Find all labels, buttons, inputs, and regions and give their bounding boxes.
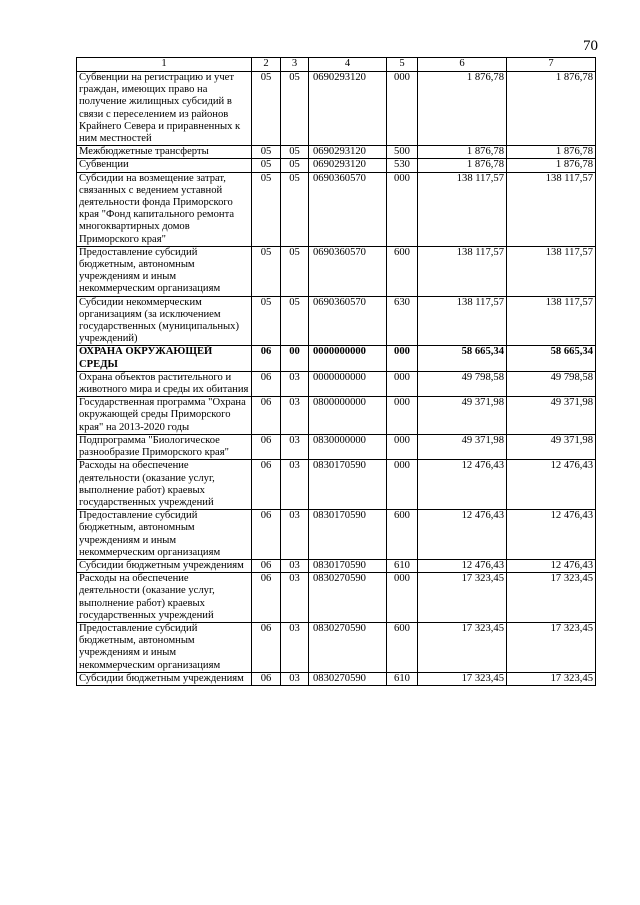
expense-type-code: 000 xyxy=(387,346,418,371)
subsection-code: 03 xyxy=(281,510,309,560)
table-row xyxy=(77,397,596,435)
expense-name: ОХРАНА ОКРУЖАЮЩЕЙ СРЕДЫ xyxy=(77,346,252,371)
column-header: 4 xyxy=(309,58,387,72)
table-row xyxy=(77,460,596,510)
subsection-code: 03 xyxy=(281,371,309,396)
table-row xyxy=(77,672,596,685)
amount-col6: 58 665,34 xyxy=(418,346,507,371)
amount-col7: 1 876,78 xyxy=(507,159,596,172)
target-article-code: 0690293120 xyxy=(309,159,387,172)
section-code: 06 xyxy=(252,371,281,396)
page-number: 70 xyxy=(583,38,598,54)
amount-col6: 138 117,57 xyxy=(418,246,507,296)
table-row xyxy=(77,246,596,296)
column-header: 7 xyxy=(507,58,596,72)
amount-col7: 12 476,43 xyxy=(507,559,596,572)
expense-type-code: 600 xyxy=(387,510,418,560)
table-row xyxy=(77,559,596,572)
column-header: 1 xyxy=(77,58,252,72)
table-header xyxy=(77,58,596,72)
target-article-code: 0690360570 xyxy=(309,296,387,346)
amount-col7: 58 665,34 xyxy=(507,346,596,371)
expense-name: Охрана объектов растительного и животного мира и среды их обитания xyxy=(77,371,252,396)
amount-col6: 138 117,57 xyxy=(418,172,507,246)
expense-type-code: 500 xyxy=(387,146,418,159)
subsection-code: 05 xyxy=(281,146,309,159)
amount-col7: 49 798,58 xyxy=(507,371,596,396)
amount-col6: 1 876,78 xyxy=(418,159,507,172)
column-header: 5 xyxy=(387,58,418,72)
expense-name: Субвенции на регистрацию и учет граждан, имеющих право на получение жилищных субсидий в связи с переселением из районов Крайнего Севера и приравненных к ним местностей xyxy=(77,72,252,146)
section-code: 06 xyxy=(252,346,281,371)
table-row xyxy=(77,434,596,459)
target-article-code: 0830170590 xyxy=(309,460,387,510)
amount-col6: 17 323,45 xyxy=(418,622,507,672)
section-code: 06 xyxy=(252,672,281,685)
budget-table xyxy=(76,57,596,686)
expense-name: Государственная программа "Охрана окружающей среды Приморского края" на 2013-2020 годы xyxy=(77,397,252,435)
section-code: 05 xyxy=(252,72,281,146)
amount-col6: 12 476,43 xyxy=(418,510,507,560)
expense-name: Расходы на обеспечение деятельности (оказание услуг, выполнение работ) краевых государственных учреждений xyxy=(77,573,252,623)
expense-type-code: 000 xyxy=(387,172,418,246)
expense-name: Предоставление субсидий бюджетным, автономным учреждениям и иным некоммерческим организациям xyxy=(77,246,252,296)
expense-name: Предоставление субсидий бюджетным, автономным учреждениям и иным некоммерческим организациям xyxy=(77,622,252,672)
target-article-code: 0830170590 xyxy=(309,559,387,572)
section-code: 05 xyxy=(252,246,281,296)
subsection-code: 05 xyxy=(281,296,309,346)
amount-col7: 138 117,57 xyxy=(507,172,596,246)
amount-col7: 1 876,78 xyxy=(507,146,596,159)
expense-name: Расходы на обеспечение деятельности (оказание услуг, выполнение работ) краевых государственных учреждений xyxy=(77,460,252,510)
target-article-code: 0000000000 xyxy=(309,346,387,371)
table-row xyxy=(77,172,596,246)
section-code: 05 xyxy=(252,172,281,246)
expense-type-code: 000 xyxy=(387,434,418,459)
amount-col6: 49 371,98 xyxy=(418,397,507,435)
expense-name: Межбюджетные трансферты xyxy=(77,146,252,159)
table-body xyxy=(77,72,596,686)
target-article-code: 0830170590 xyxy=(309,510,387,560)
section-code: 05 xyxy=(252,159,281,172)
expense-name: Субсидии на возмещение затрат, связанных с ведением уставной деятельности фонда Приморского края "Фонд капитального ремонта многоквартирных домов Приморского края" xyxy=(77,172,252,246)
subsection-code: 03 xyxy=(281,622,309,672)
subsection-code: 03 xyxy=(281,672,309,685)
amount-col6: 12 476,43 xyxy=(418,460,507,510)
amount-col7: 12 476,43 xyxy=(507,460,596,510)
section-code: 06 xyxy=(252,434,281,459)
expense-type-code: 600 xyxy=(387,622,418,672)
target-article-code: 0690293120 xyxy=(309,146,387,159)
expense-name: Субсидии бюджетным учреждениям xyxy=(77,672,252,685)
subsection-code: 00 xyxy=(281,346,309,371)
expense-type-code: 000 xyxy=(387,573,418,623)
expense-type-code: 610 xyxy=(387,672,418,685)
target-article-code: 0830000000 xyxy=(309,434,387,459)
header-row xyxy=(77,58,596,72)
column-header: 6 xyxy=(418,58,507,72)
target-article-code: 0830270590 xyxy=(309,622,387,672)
expense-type-code: 610 xyxy=(387,559,418,572)
amount-col6: 1 876,78 xyxy=(418,72,507,146)
amount-col7: 12 476,43 xyxy=(507,510,596,560)
target-article-code: 0000000000 xyxy=(309,371,387,396)
table-row xyxy=(77,371,596,396)
amount-col6: 17 323,45 xyxy=(418,573,507,623)
amount-col7: 138 117,57 xyxy=(507,296,596,346)
table-row xyxy=(77,573,596,623)
amount-col7: 17 323,45 xyxy=(507,622,596,672)
amount-col6: 138 117,57 xyxy=(418,296,507,346)
table-row xyxy=(77,622,596,672)
expense-type-code: 000 xyxy=(387,371,418,396)
target-article-code: 0830270590 xyxy=(309,573,387,623)
target-article-code: 0830270590 xyxy=(309,672,387,685)
section-code: 06 xyxy=(252,559,281,572)
section-code: 06 xyxy=(252,510,281,560)
section-code: 06 xyxy=(252,460,281,510)
expense-name: Субсидии некоммерческим организациям (за исключением государственных (муниципальных) учреждений) xyxy=(77,296,252,346)
target-article-code: 0690360570 xyxy=(309,246,387,296)
table-row xyxy=(77,510,596,560)
expense-type-code: 000 xyxy=(387,460,418,510)
subsection-code: 03 xyxy=(281,460,309,510)
amount-col7: 17 323,45 xyxy=(507,672,596,685)
table-row xyxy=(77,346,596,371)
amount-col7: 49 371,98 xyxy=(507,434,596,459)
expense-type-code: 530 xyxy=(387,159,418,172)
table-row xyxy=(77,159,596,172)
subsection-code: 03 xyxy=(281,573,309,623)
amount-col6: 12 476,43 xyxy=(418,559,507,572)
target-article-code: 0690293120 xyxy=(309,72,387,146)
table-row xyxy=(77,296,596,346)
table-row xyxy=(77,146,596,159)
subsection-code: 05 xyxy=(281,159,309,172)
subsection-code: 05 xyxy=(281,246,309,296)
section-code: 06 xyxy=(252,397,281,435)
expense-name: Подпрограмма "Биологическое разнообразие Приморского края" xyxy=(77,434,252,459)
amount-col6: 49 798,58 xyxy=(418,371,507,396)
amount-col7: 1 876,78 xyxy=(507,72,596,146)
target-article-code: 0690360570 xyxy=(309,172,387,246)
column-header: 3 xyxy=(281,58,309,72)
expense-type-code: 000 xyxy=(387,72,418,146)
subsection-code: 03 xyxy=(281,397,309,435)
subsection-code: 03 xyxy=(281,559,309,572)
amount-col7: 49 371,98 xyxy=(507,397,596,435)
expense-type-code: 630 xyxy=(387,296,418,346)
table-row xyxy=(77,72,596,146)
amount-col7: 138 117,57 xyxy=(507,246,596,296)
expense-name: Субвенции xyxy=(77,159,252,172)
section-code: 05 xyxy=(252,146,281,159)
section-code: 06 xyxy=(252,622,281,672)
expense-name: Субсидии бюджетным учреждениям xyxy=(77,559,252,572)
expense-type-code: 000 xyxy=(387,397,418,435)
section-code: 05 xyxy=(252,296,281,346)
subsection-code: 05 xyxy=(281,172,309,246)
target-article-code: 0800000000 xyxy=(309,397,387,435)
amount-col6: 49 371,98 xyxy=(418,434,507,459)
expense-type-code: 600 xyxy=(387,246,418,296)
amount-col7: 17 323,45 xyxy=(507,573,596,623)
amount-col6: 17 323,45 xyxy=(418,672,507,685)
subsection-code: 03 xyxy=(281,434,309,459)
expense-name: Предоставление субсидий бюджетным, автономным учреждениям и иным некоммерческим организациям xyxy=(77,510,252,560)
subsection-code: 05 xyxy=(281,72,309,146)
section-code: 06 xyxy=(252,573,281,623)
amount-col6: 1 876,78 xyxy=(418,146,507,159)
column-header: 2 xyxy=(252,58,281,72)
